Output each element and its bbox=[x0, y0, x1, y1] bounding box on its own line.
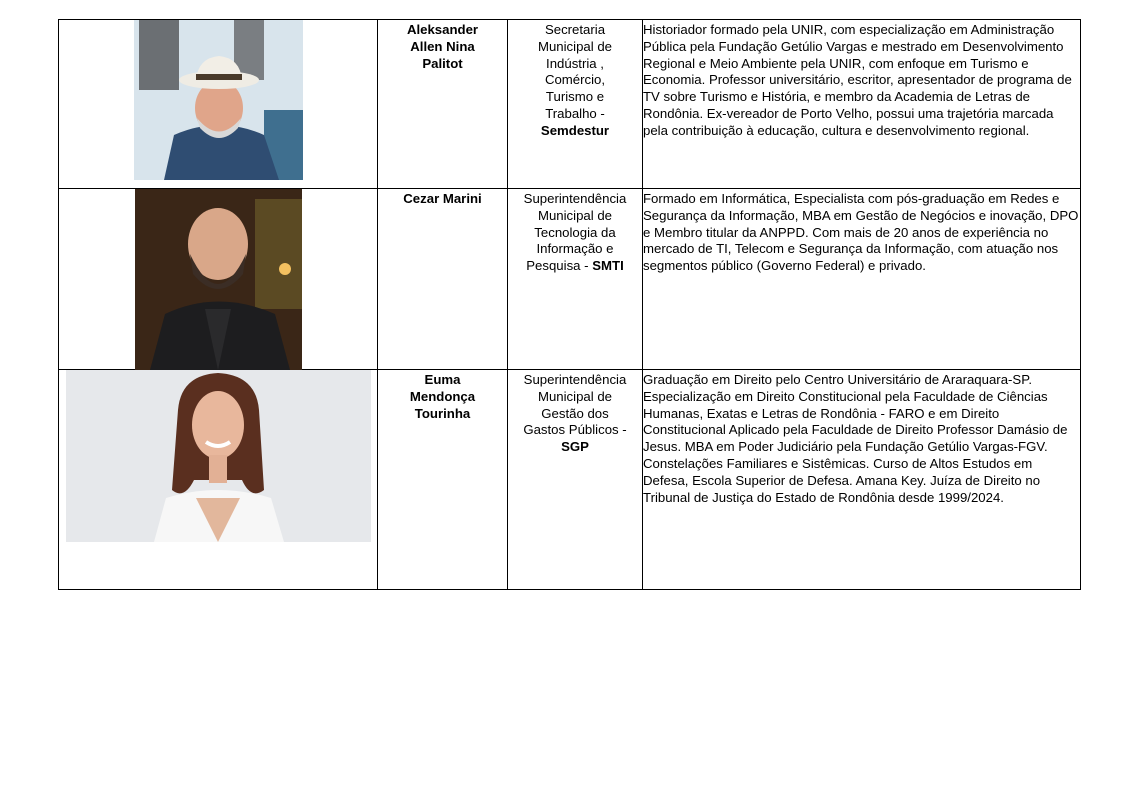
biography-text: Historiador formado pela UNIR, com especialização em Administração Pública pela Fundação Getúlio Vargas e mestrado em Desenvolvimento Regional e Meio Ambiente pela UNIR, com enfoque em Turismo e Economia. Professor universitário, escritor, apresentador de programa de TV sobre Turismo e História, e membro da Academia de Letras de Rondônia. Ex-vereador de Porto Velho, possui uma trajetória marcada pela contribuição à educação, cultura e desenvolvimento regional. bbox=[643, 22, 1072, 138]
department-acronym: Semdestur bbox=[540, 122, 610, 138]
department-line: Gestão dos bbox=[541, 405, 609, 421]
department-line: Pesquisa - bbox=[526, 258, 593, 274]
person-name-line: Aleksander bbox=[406, 22, 479, 37]
biography-cell bbox=[643, 189, 1081, 370]
bearded-man-photo bbox=[135, 189, 302, 370]
man-with-hat-photo bbox=[134, 20, 303, 180]
biography-text: Graduação em Direito pelo Centro Universitário de Araraquara-SP. Especialização em Direito Constitucional pela Faculdade de Ciências Humanas, Exatas e Letras de Rondônia - FARO e em Direito Constitucional Aplicado pela Faculdade de Direito Professor Damásio de Jesus. MBA em Poder Judiciário pela Fundação Getúlio Vargas-FGV. Constelações Familiares e Sistêmicas. Curso de Altos Estudos em Defesa, Escola Superior de Defesa. Amana Key. Juíza de Direito no Tribunal de Justiça do Estado de Rondônia desde 1999/2024. bbox=[643, 372, 1068, 505]
biography-cell bbox=[643, 20, 1081, 189]
person-name-cell bbox=[378, 189, 508, 370]
department-cell bbox=[508, 20, 643, 189]
department-line: Indústria , bbox=[546, 55, 604, 71]
department-line: Tecnologia da bbox=[534, 224, 616, 240]
person-name-line: Palitot bbox=[422, 55, 463, 71]
person-name-cell bbox=[378, 370, 508, 590]
person-name-cell bbox=[378, 20, 508, 189]
officials-table bbox=[58, 19, 1081, 590]
department-acronym: SGP bbox=[561, 439, 589, 455]
department-line: Secretaria bbox=[544, 22, 606, 37]
person-name-line: Mendonça bbox=[409, 388, 476, 404]
table-row bbox=[59, 189, 1081, 370]
department-line: Superintendência bbox=[523, 191, 627, 206]
department-line: Trabalho - bbox=[545, 105, 605, 121]
table-row bbox=[59, 20, 1081, 189]
biography-text: Formado em Informática, Especialista com pós-graduação em Redes e Segurança da Informação, MBA em Gestão de Negócios e inovação, DPO e Membro titular da ANPPD. Com mais de 20 anos de experiência no mercado de TI, Telecom e Segurança da Informação, com atuação nos segmentos público (Governo Federal) e privado. bbox=[643, 191, 1079, 274]
department-cell bbox=[508, 370, 643, 590]
photo-cell bbox=[59, 370, 378, 590]
department-acronym: SMTI bbox=[592, 258, 624, 274]
photo-cell bbox=[59, 20, 378, 189]
department-line: Municipal de bbox=[537, 38, 613, 54]
person-name-line: Tourinha bbox=[414, 405, 471, 421]
biography-cell bbox=[643, 370, 1081, 590]
department-line: Comércio, bbox=[544, 72, 606, 88]
woman-portrait-photo bbox=[66, 370, 371, 542]
photo-cell bbox=[59, 189, 378, 370]
table-row bbox=[59, 370, 1081, 590]
person-name-line: Allen Nina bbox=[410, 38, 475, 54]
department-line: Municipal de bbox=[537, 388, 613, 404]
department-line: Municipal de bbox=[537, 207, 613, 223]
department-line: Gastos Públicos - bbox=[523, 422, 627, 438]
department-cell bbox=[508, 189, 643, 370]
department-line: Informação e bbox=[536, 241, 614, 257]
department-line: Superintendência bbox=[523, 372, 627, 387]
person-name-line: Cezar Marini bbox=[403, 191, 482, 206]
person-name-line: Euma bbox=[424, 372, 461, 387]
department-line: Turismo e bbox=[545, 89, 605, 105]
